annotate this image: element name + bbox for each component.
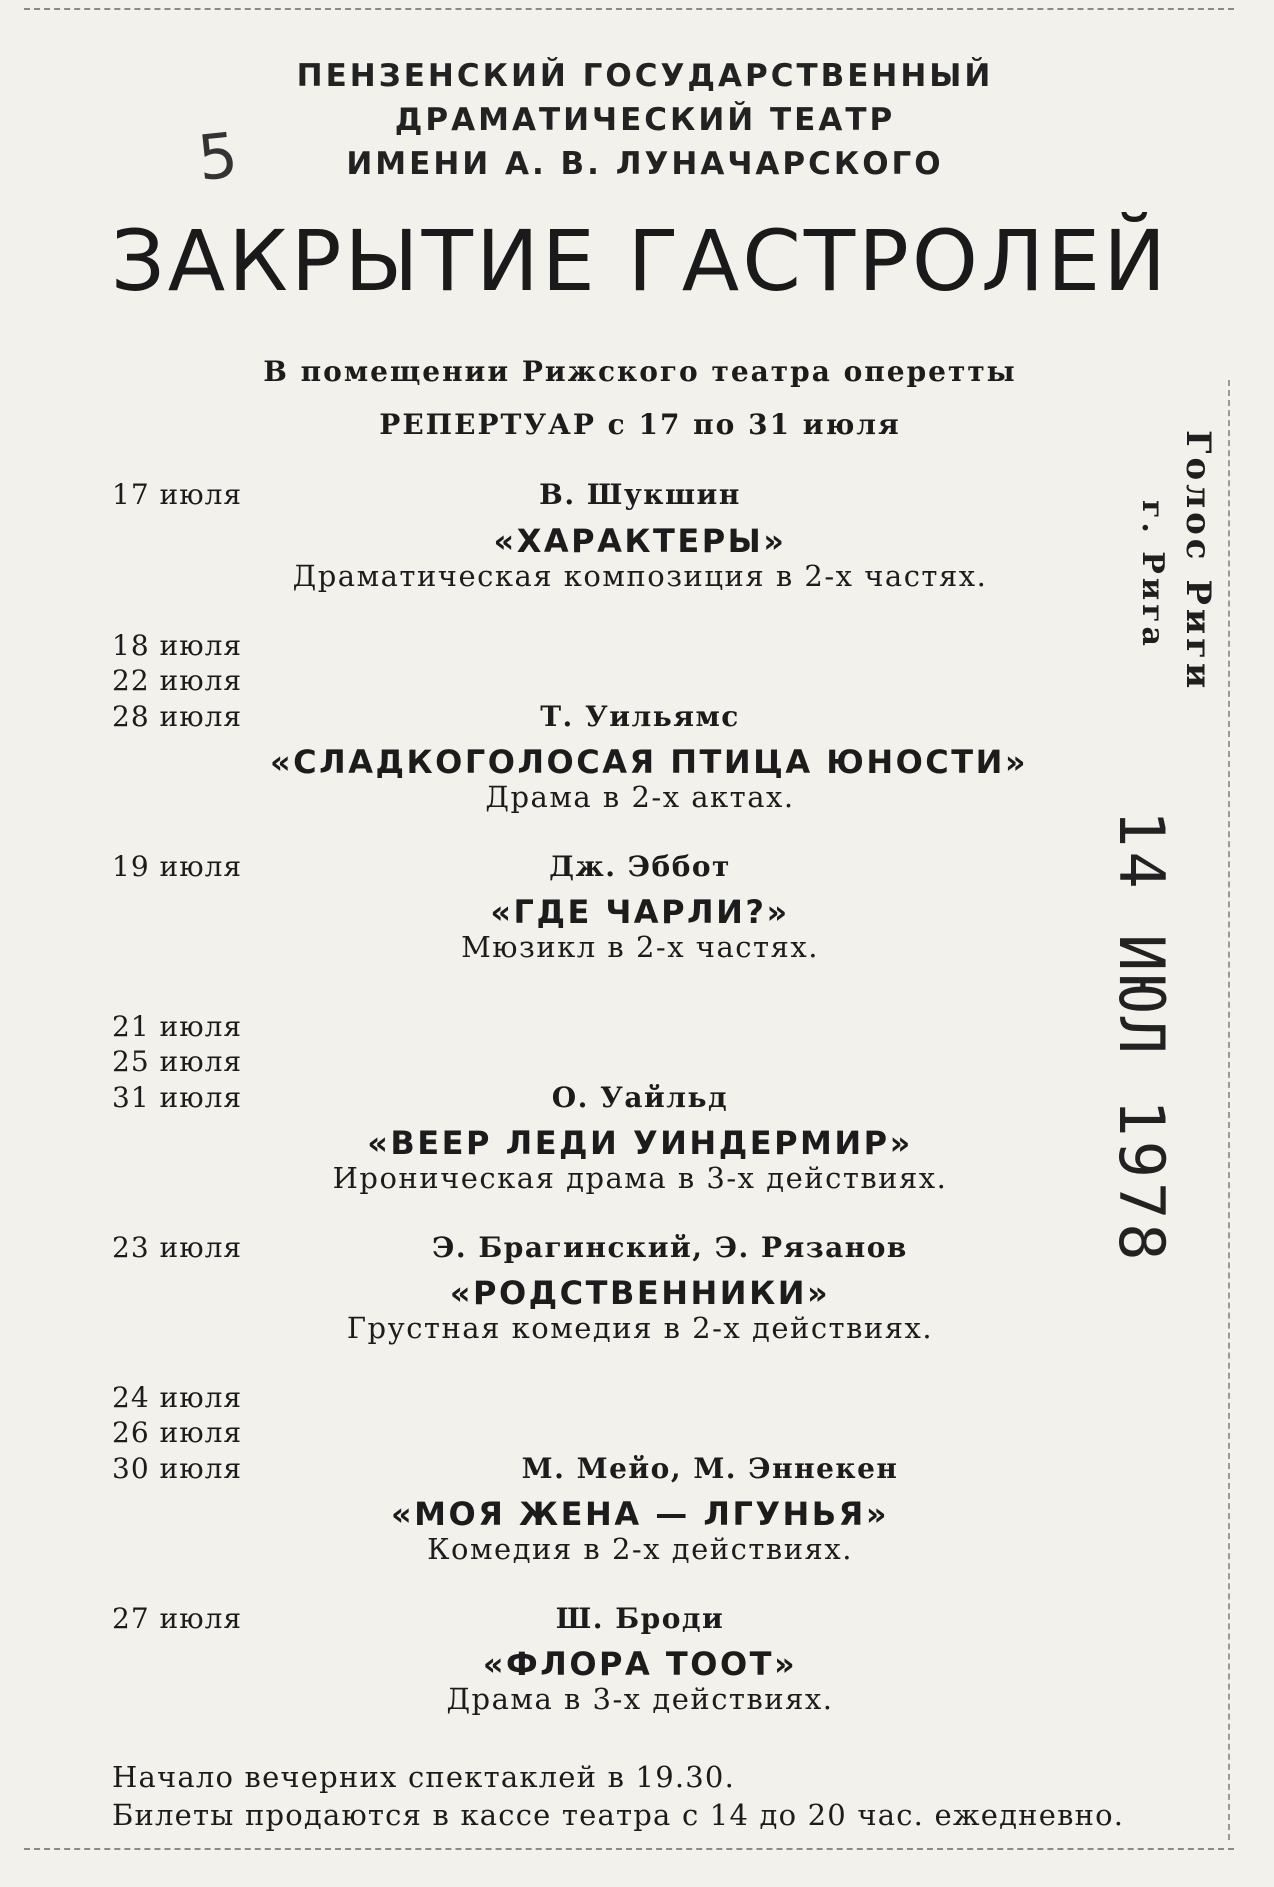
ticket-info-note: Билеты продаются в кассе театра с 14 до 20 час. ежедневно.: [112, 1798, 1125, 1832]
stamp-city: г. Рига: [1135, 500, 1170, 650]
play-author: О. Уайльд: [551, 1081, 729, 1114]
performance-date: 21 июля: [112, 1010, 243, 1043]
theatre-name-line-3: ИМЕНИ А. В. ЛУНАЧАРСКОГО: [346, 146, 944, 182]
date-stamp: 14 ИЮЛ 1978: [1105, 810, 1178, 1265]
play-title: «МОЯ ЖЕНА — ЛГУНЬЯ»: [391, 1495, 889, 1533]
venue-line: В помещении Рижского театра оперетты: [263, 355, 1017, 388]
performance-date: 23 июля: [112, 1231, 243, 1264]
cut-line-right: [1228, 380, 1230, 1840]
newspaper-stamp: [1108, 430, 1218, 870]
play-genre: Мюзикл в 2-х частях.: [461, 930, 819, 964]
stamp-newspaper-name: Голос Риги: [1178, 430, 1218, 693]
handwritten-mark: 5: [194, 118, 242, 195]
play-title: «ВЕЕР ЛЕДИ УИНДЕРМИР»: [367, 1124, 913, 1162]
page-title: ЗАКРЫТИЕ ГАСТРОЛЕЙ: [110, 212, 1170, 310]
performance-date: 18 июля: [112, 629, 243, 662]
play-genre: Ироническая драма в 3-х действиях.: [332, 1161, 948, 1195]
performance-date: 19 июля: [112, 850, 243, 883]
play-author: Т. Уильямс: [540, 700, 740, 733]
play-title: «СЛАДКОГОЛОСАЯ ПТИЦА ЮНОСТИ»: [270, 743, 1029, 781]
play-title: «ГДЕ ЧАРЛИ?»: [490, 893, 790, 931]
play-genre: Драма в 2-х актах.: [485, 780, 795, 814]
play-genre: Комедия в 2-х действиях.: [427, 1532, 853, 1566]
performance-date: 27 июля: [112, 1602, 243, 1635]
performance-date: 24 июля: [112, 1381, 243, 1414]
performance-date: 22 июля: [112, 664, 243, 697]
cut-line-top: [24, 8, 1234, 10]
play-genre: Драма в 3-х действиях.: [446, 1682, 834, 1716]
repertoire-line: РЕПЕРТУАР с 17 по 31 июля: [379, 408, 901, 441]
play-author: М. Мейо, М. Эннекен: [521, 1452, 899, 1485]
play-author: В. Шукшин: [539, 478, 741, 511]
play-author: Дж. Эббот: [549, 850, 731, 883]
start-time-note: Начало вечерних спектаклей в 19.30.: [112, 1760, 735, 1794]
play-author: Ш. Броди: [555, 1602, 725, 1635]
play-title: «ФЛОРА ТООТ»: [482, 1645, 798, 1683]
play-genre: Драматическая композиция в 2-х частях.: [292, 559, 988, 593]
play-author: Э. Брагинский, Э. Рязанов: [432, 1231, 908, 1264]
play-genre: Грустная комедия в 2-х действиях.: [346, 1311, 934, 1345]
performance-date: 25 июля: [112, 1045, 243, 1078]
performance-date: 31 июля: [112, 1081, 243, 1114]
play-title: «ХАРАКТЕРЫ»: [493, 522, 787, 560]
performance-date: 28 июля: [112, 700, 243, 733]
play-title: «РОДСТВЕННИКИ»: [449, 1274, 831, 1312]
cut-line-bottom: [24, 1848, 1234, 1850]
performance-date: 30 июля: [112, 1452, 243, 1485]
theatre-name-line-2: ДРАМАТИЧЕСКИЙ ТЕАТР: [394, 102, 896, 138]
theatre-name-line-1: ПЕНЗЕНСКИЙ ГОСУДАРСТВЕННЫЙ: [296, 58, 994, 94]
performance-date: 17 июля: [112, 478, 243, 511]
performance-date: 26 июля: [112, 1416, 243, 1449]
